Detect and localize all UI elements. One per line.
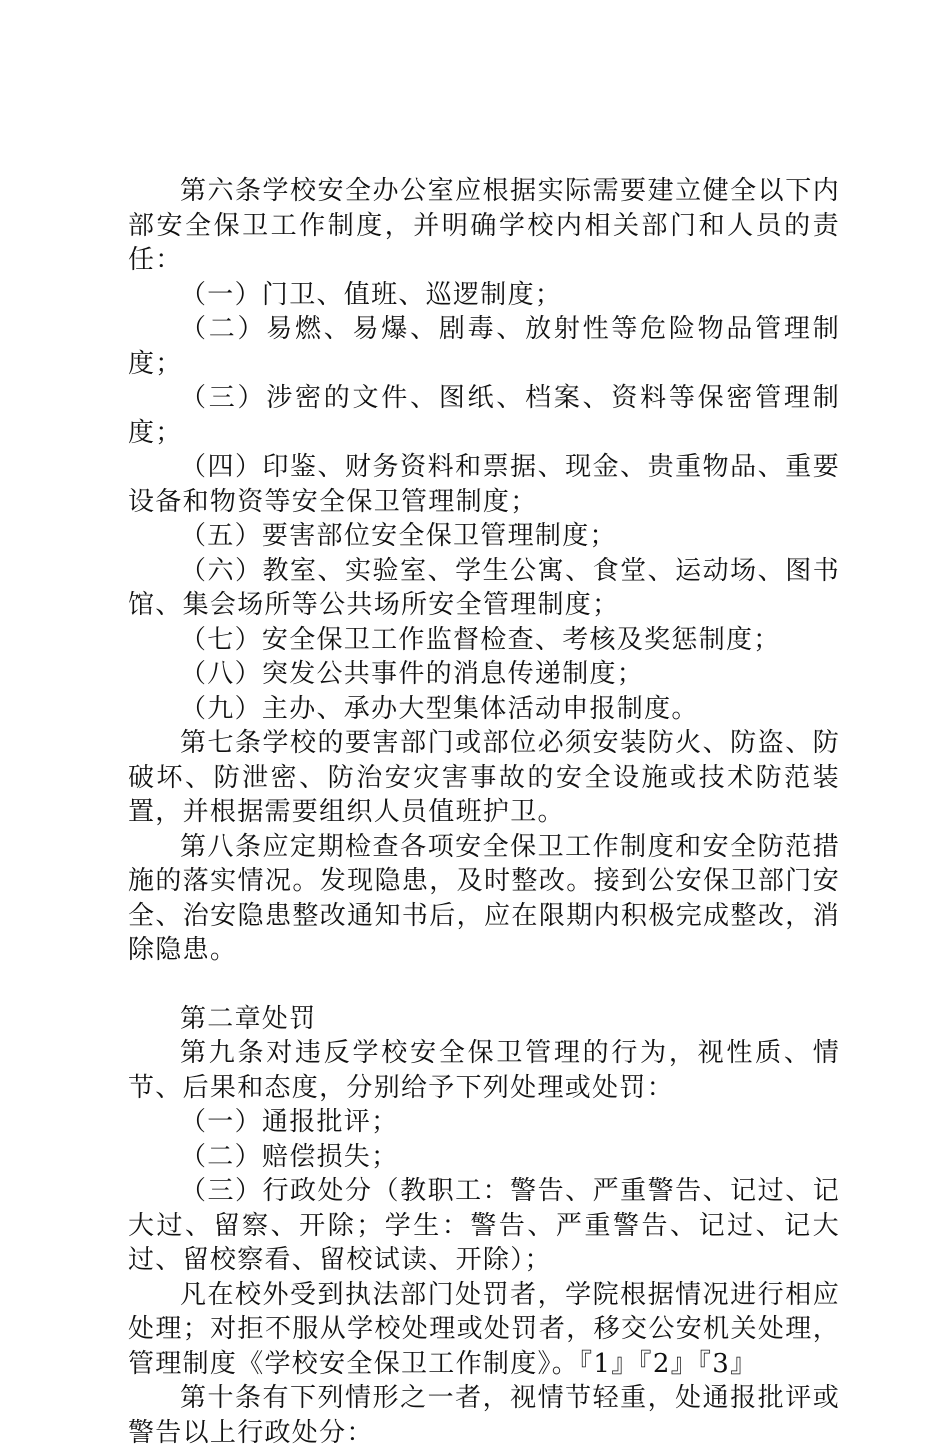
document-page	[128, 174, 840, 1450]
list-item: （一）门卫、值班、巡逻制度；	[180, 279, 563, 310]
article-6: 第六条学校安全办公室应根据实际需要建立健全以下内部安全保卫工作制度，并明确学校内相关部门和人员的责任：	[128, 176, 840, 275]
article-7: 第七条学校的要害部门或部位必须安装防火、防盗、防破坏、防泄密、防治安灾害事故的安全设施或技术防范装置，并根据需要组织人员值班护卫。	[128, 728, 840, 827]
list-item: （二）易燃、易爆、剧毒、放射性等危险物品管理制度；	[128, 314, 840, 379]
list-item: （六）教室、实验室、学生公寓、食堂、运动场、图书馆、集会场所等公共场所安全管理制度；	[128, 555, 840, 620]
chapter-title: 第二章处罚	[180, 1003, 317, 1034]
article-9: 第九条对违反学校安全保卫管理的行为，视性质、情节、后果和态度，分别给予下列处理或处罚：	[128, 1038, 840, 1103]
section-gap	[128, 968, 840, 1002]
list-item: （四）印鉴、财务资料和票据、现金、贵重物品、重要设备和物资等安全保卫管理制度；	[128, 452, 840, 517]
list-item: （七）安全保卫工作监督检查、考核及奖惩制度；	[180, 624, 781, 655]
list-item: （二）赔偿损失；	[180, 1141, 399, 1172]
paragraph: 凡在校外受到执法部门处罚者，学院根据情况进行相应处理；对拒不服从学校处理或处罚者，移交公安机关处理，管理制度《学校安全保卫工作制度》。『1』『2』『3』	[128, 1279, 840, 1379]
list-item: （一）通报批评；	[180, 1107, 399, 1137]
article-10: 第十条有下列情形之一者，视情节轻重，处通报批评或警告以上行政处分：	[128, 1383, 840, 1448]
list-item: （五）要害部位安全保卫管理制度；	[180, 521, 617, 551]
list-item: （九）主办、承办大型集体活动申报制度。	[180, 693, 699, 724]
article-8: 第八条应定期检查各项安全保卫工作制度和安全防范措施的落实情况。发现隐患，及时整改。接到公安保卫部门安全、治安隐患整改通知书后，应在限期内积极完成整改，消除隐患。	[128, 831, 840, 965]
list-item: （八）突发公共事件的消息传递制度；	[180, 659, 645, 689]
list-item: （三）涉密的文件、图纸、档案、资料等保密管理制度；	[128, 383, 840, 448]
list-item: （三）行政处分（教职工：警告、严重警告、记过、记大过、留察、开除；学生：警告、严重警告、记过、记大过、留校察看、留校试读、开除）；	[128, 1176, 840, 1275]
